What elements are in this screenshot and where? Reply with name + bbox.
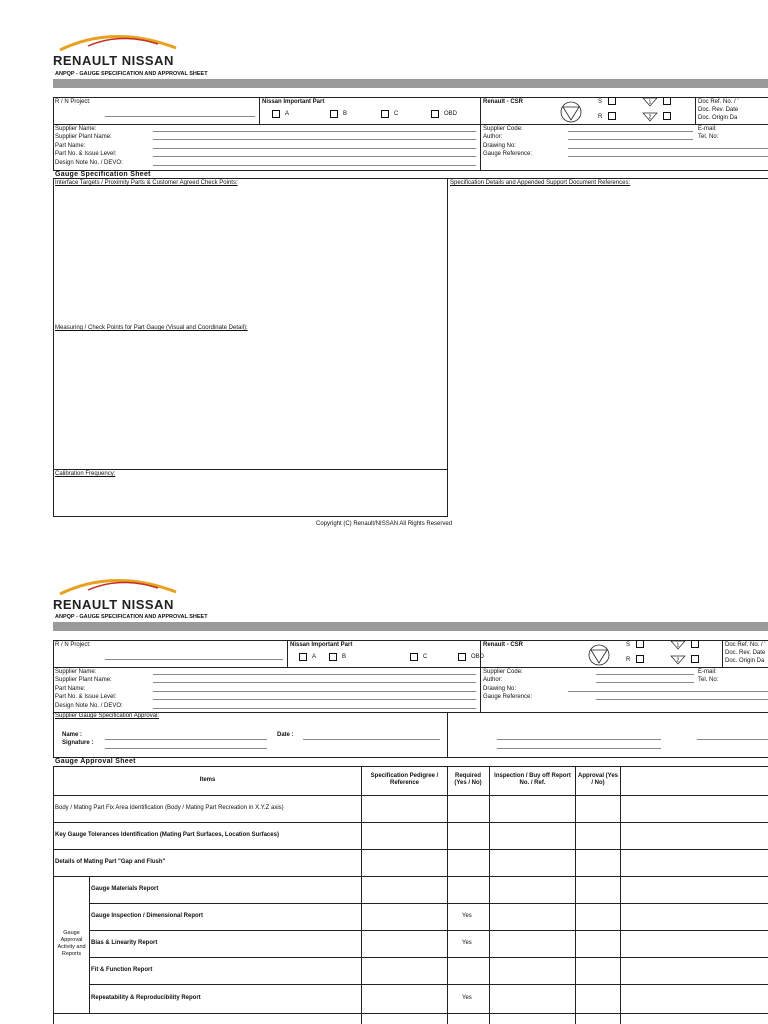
measuring-points-label: Measuring / Check Points for Part Gauge (Visual and Coordinate Detail): — [55, 325, 248, 331]
calibration-label: Calibration Frequency: — [55, 471, 116, 477]
option-b-checkbox[interactable] — [330, 110, 338, 118]
gauge-reference-label: Gauge Reference: — [483, 151, 533, 157]
triangle-2-label: 2 — [648, 114, 652, 121]
r-checkbox[interactable] — [608, 112, 616, 120]
triangle-1-icon — [642, 97, 658, 107]
part-no-label-2: Part No. & Issue Level: — [55, 694, 117, 700]
supplier-plant-label-2: Supplier Plant Name: — [55, 677, 112, 683]
nissan-important-part-label: Nissan Important Part — [262, 99, 325, 105]
sheet-title-2: ANPQP - GAUGE SPECIFICATION AND APPROVAL SHEET — [55, 614, 208, 620]
r-checkbox-2[interactable] — [636, 655, 644, 663]
doc-origin-label: Doc. Origin Da — [698, 115, 738, 121]
renault-nissan-logo-swoosh-2 — [58, 574, 178, 596]
doc-ref-label: Doc Ref. No. / ' — [698, 99, 739, 105]
col-spec-pedigree: Specification Pedigree / Reference — [370, 773, 439, 786]
required-gauge-inspection[interactable]: Yes — [462, 913, 472, 919]
supplier-code-field-2[interactable] — [596, 674, 694, 675]
required-repeatability[interactable]: Yes — [462, 995, 472, 1001]
email-label: E-mail: — [698, 126, 717, 132]
spec-details-label: Specification Details and Appended Support Document References: — [450, 180, 631, 186]
col-approval: Approval (Yes / No) — [577, 773, 618, 786]
rn-project-label: R / N Project: — [55, 99, 91, 105]
row-key-gauge-tolerances: Key Gauge Tolerances Identification (Mating Part Surfaces, Location Surfaces) — [55, 832, 279, 838]
gauge-approval-group-label: Gauge Approval Activity and Reports — [57, 930, 86, 957]
row-gauge-inspection: Gauge Inspection / Dimensional Report — [91, 913, 204, 919]
name-field[interactable] — [105, 739, 267, 740]
date-label: Date : — [277, 732, 294, 738]
part-no-label: Part No. & Issue Level: — [55, 151, 117, 157]
gauge-reference-label-2: Gauge Reference: — [483, 694, 533, 700]
rn-project-field[interactable] — [105, 116, 255, 117]
circle-triangle-icon-2 — [588, 644, 610, 666]
approver-field-3[interactable] — [697, 739, 768, 740]
supplier-approval-label: Supplier Gauge Specification Approval: — [55, 713, 160, 719]
triangle-1-icon-2 — [670, 640, 686, 650]
s-checkbox-2[interactable] — [636, 640, 644, 648]
author-label-2: Author: — [483, 677, 503, 683]
r-label: R — [598, 114, 603, 120]
title-bar — [53, 79, 768, 88]
doc-ref-label-2: Doc Ref. No. / ' — [725, 642, 766, 648]
required-bias-linearity[interactable]: Yes — [462, 940, 472, 946]
drawing-no-field[interactable] — [568, 148, 768, 149]
triangle-1-label: 1 — [648, 99, 652, 106]
s-checkbox[interactable] — [608, 97, 616, 105]
option-b-label-2: B — [342, 654, 347, 660]
supplier-name-label: Supplier Name: — [55, 126, 97, 132]
option-a-checkbox[interactable] — [272, 110, 280, 118]
row-repeatability: Repeatability & Reproducibility Report — [91, 995, 201, 1001]
design-note-label-2: Design Note No. / DEVO: — [55, 703, 123, 709]
tri1-checkbox[interactable] — [663, 97, 671, 105]
circle-triangle-icon — [560, 101, 582, 123]
tri2-checkbox-2[interactable] — [691, 655, 699, 663]
date-field[interactable] — [303, 739, 440, 740]
part-name-label-2: Part Name: — [55, 686, 86, 692]
copyright-text: Copyright (C) Renault/NISSAN All Rights Reserved — [316, 521, 453, 527]
drawing-no-label-2: Drawing No: — [483, 686, 517, 692]
option-a-label-2: A — [312, 654, 317, 660]
tri1-checkbox-2[interactable] — [691, 640, 699, 648]
row-fit-function: Fit & Function Report — [91, 967, 153, 973]
interface-targets-area[interactable] — [53, 186, 448, 326]
approver-field-1[interactable] — [497, 739, 661, 740]
option-obd-label: OBD — [444, 111, 458, 117]
option-c-checkbox[interactable] — [381, 110, 389, 118]
option-a-label: A — [285, 111, 290, 117]
supplier-name-field[interactable] — [153, 131, 476, 132]
approver-field-2[interactable] — [497, 748, 661, 749]
s-label-2: S — [626, 642, 631, 648]
renault-csr-label: Renault - CSR — [483, 99, 524, 105]
row-bias-linearity: Bias & Linearity Report — [91, 940, 158, 946]
option-c-label: C — [394, 111, 399, 117]
option-a-checkbox-2[interactable] — [299, 653, 307, 661]
design-note-field-2[interactable] — [153, 708, 476, 709]
brand-name-2: RENAULT NISSAN — [53, 597, 174, 612]
option-c-checkbox-2[interactable] — [410, 653, 418, 661]
option-b-label: B — [343, 111, 348, 117]
author-label: Author: — [483, 134, 503, 140]
part-name-label: Part Name: — [55, 143, 86, 149]
design-note-label: Design Note No. / DEVO: — [55, 160, 123, 166]
row-body-mating-fix: Body / Mating Part Fix Area Identification (Body / Mating Part Recreation in X.Y.Z axis) — [55, 805, 284, 811]
drawing-no-label: Drawing No: — [483, 143, 517, 149]
part-no-field[interactable] — [153, 156, 476, 157]
triangle-1-label-2: 1 — [676, 642, 680, 649]
supplier-code-label-2: Supplier Code: — [483, 669, 523, 675]
brand-name: RENAULT NISSAN — [53, 53, 174, 68]
option-obd-checkbox[interactable] — [431, 110, 439, 118]
gauge-reference-field[interactable] — [568, 156, 768, 157]
tel-label: Tel. No: — [698, 134, 719, 140]
name-label: Name : — [62, 732, 83, 738]
signature-label: Signature : — [62, 740, 94, 746]
option-obd-label-2: OBD — [471, 654, 485, 660]
title-bar-2 — [53, 622, 768, 631]
signature-field[interactable] — [105, 748, 267, 749]
option-c-label-2: C — [423, 654, 428, 660]
col-items: Items — [199, 777, 216, 783]
nissan-important-part-label-2: Nissan Important Part — [290, 642, 353, 648]
row-gauge-materials: Gauge Materials Report — [91, 886, 159, 892]
col-required: Required (Yes / No) — [454, 773, 482, 786]
triangle-2-label-2: 2 — [676, 657, 680, 664]
option-b-checkbox-2[interactable] — [329, 653, 337, 661]
design-note-field[interactable] — [153, 165, 476, 166]
drawing-no-field-2[interactable] — [568, 691, 768, 692]
tri2-checkbox[interactable] — [663, 112, 671, 120]
gauge-reference-field-2[interactable] — [596, 699, 768, 700]
supplier-plant-field-2[interactable] — [153, 682, 476, 683]
triangle-2-icon — [642, 112, 658, 122]
doc-rev-label: Doc. Rev. Date — [698, 107, 739, 113]
r-label-2: R — [626, 657, 631, 663]
gauge-spec-section-title: Gauge Specification Sheet — [55, 171, 151, 178]
supplier-name-label-2: Supplier Name: — [55, 669, 97, 675]
doc-rev-label-2: Doc. Rev. Date — [725, 650, 766, 656]
supplier-plant-field[interactable] — [153, 139, 476, 140]
part-no-field-2[interactable] — [153, 699, 476, 700]
gauge-approval-section-title: Gauge Approval Sheet — [55, 758, 136, 765]
s-label: S — [598, 99, 603, 105]
renault-csr-label-2: Renault - CSR — [483, 642, 524, 648]
email-label-2: E-mail: — [698, 669, 717, 675]
part-name-field[interactable] — [153, 148, 476, 149]
renault-nissan-logo-swoosh — [58, 30, 178, 52]
supplier-code-label: Supplier Code: — [483, 126, 523, 132]
option-obd-checkbox-2[interactable] — [458, 653, 466, 661]
supplier-name-field-2[interactable] — [153, 674, 476, 675]
rn-project-field-2[interactable] — [105, 659, 283, 660]
tel-label-2: Tel. No: — [698, 677, 719, 683]
col-inspection: Inspection / Buy off Report No. / Ref. — [494, 773, 571, 786]
triangle-2-icon-2 — [670, 655, 686, 665]
rn-project-label-2: R / N Project: — [55, 642, 91, 648]
interface-targets-label: Interface Targets / Proximity Parts & Customer Agreed Check Points: — [55, 180, 238, 186]
sheet-title: ANPQP - GAUGE SPECIFICATION AND APPROVAL SHEET — [55, 71, 208, 77]
supplier-code-field[interactable] — [568, 131, 693, 132]
row-gap-flush: Details of Mating Part "Gap and Flush" — [55, 859, 166, 865]
supplier-plant-label: Supplier Plant Name: — [55, 134, 112, 140]
part-name-field-2[interactable] — [153, 691, 476, 692]
author-field-2[interactable] — [596, 682, 694, 683]
doc-origin-label-2: Doc. Origin Da — [725, 658, 765, 664]
author-field[interactable] — [568, 139, 693, 140]
